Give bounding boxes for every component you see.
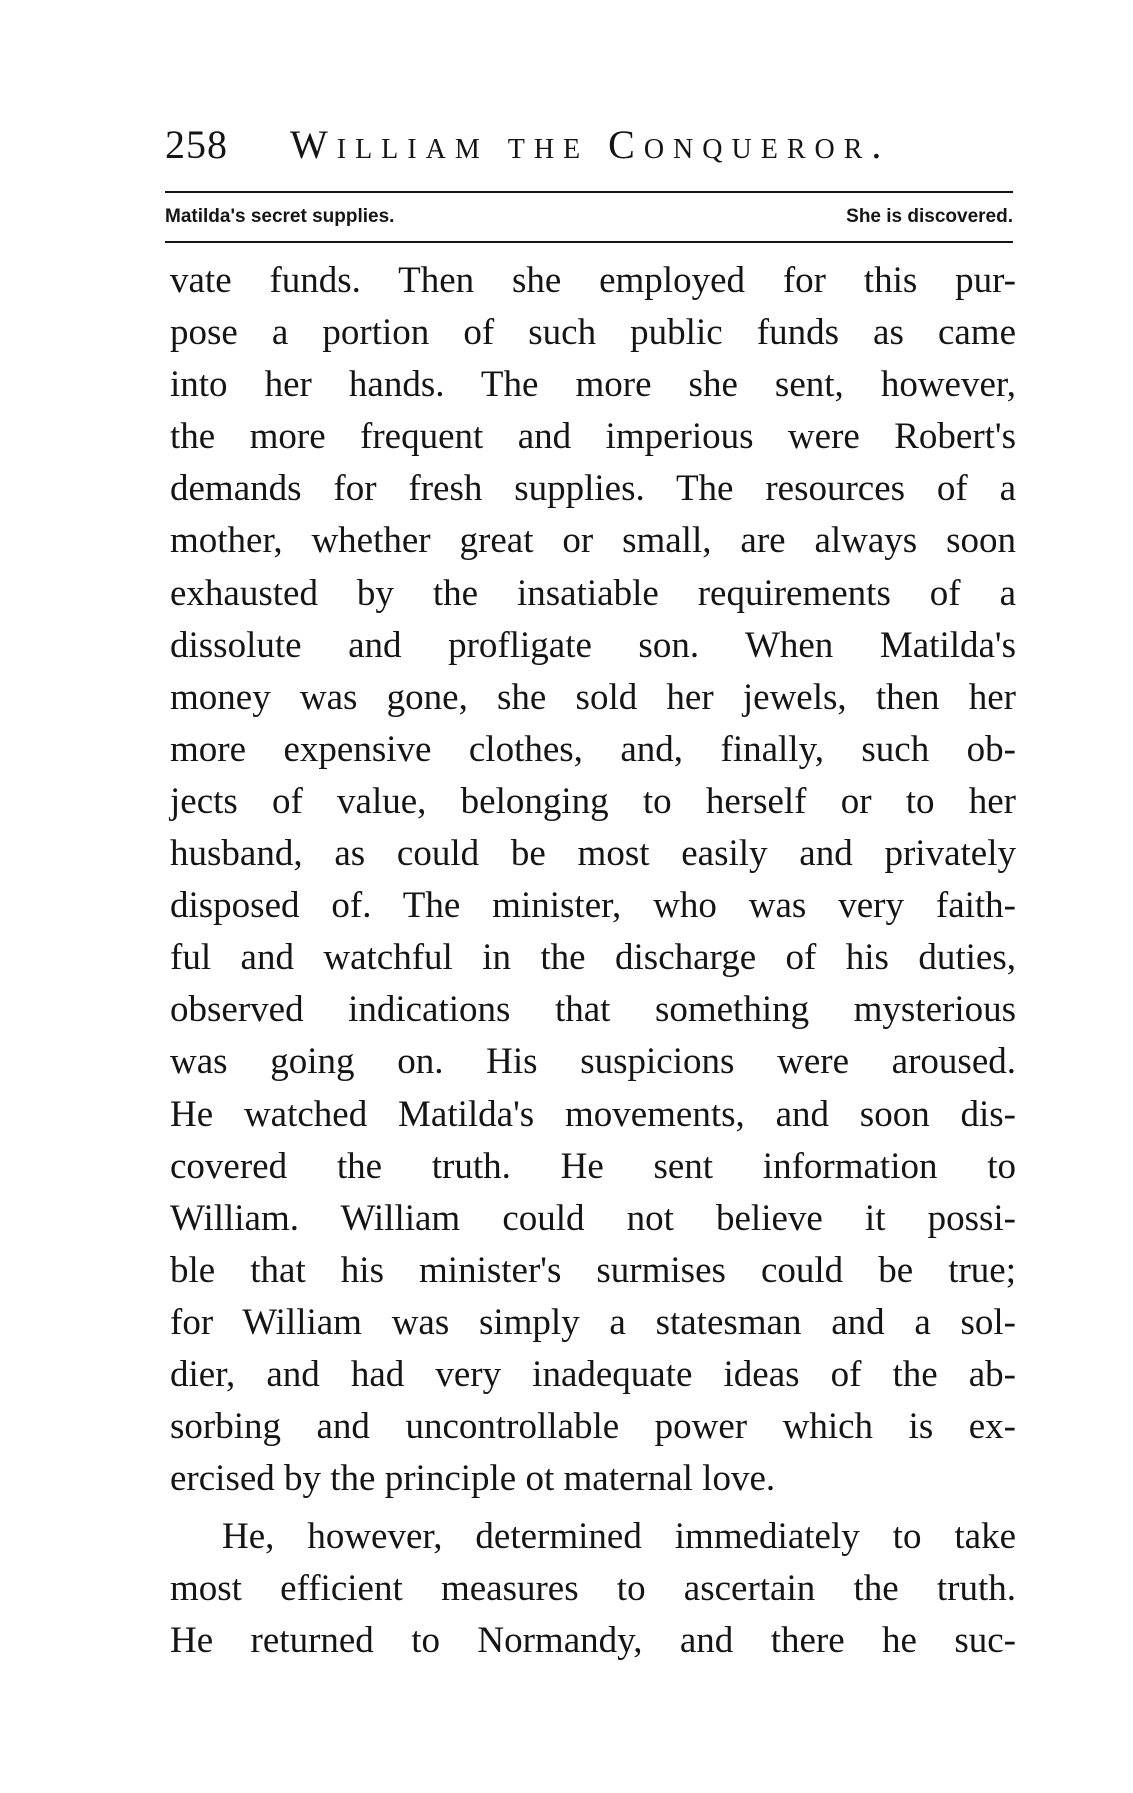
text-line: the more frequent and imperious were Robert's — [170, 416, 1016, 458]
text-line: ble that his minister's surmises could be true; — [170, 1249, 1016, 1291]
text-line: ercised by the principle ot maternal love. — [170, 1458, 776, 1500]
text-line: pose a portion of such public funds as came — [170, 312, 1016, 354]
text-line: for William was simply a statesman and a sol- — [170, 1301, 1016, 1343]
paragraph-2 — [170, 1511, 1016, 1667]
text-line: covered the truth. He sent information to — [170, 1145, 1016, 1187]
body-text — [170, 255, 1016, 1668]
text-line: demands for fresh supplies. The resources of a — [170, 468, 1016, 510]
text-line: husband, as could be most easily and privately — [170, 833, 1016, 875]
paragraph-1 — [170, 255, 1016, 1505]
text-line: He watched Matilda's movements, and soon dis- — [170, 1093, 1016, 1135]
text-line: most efficient measures to ascertain the truth. — [170, 1568, 1016, 1610]
text-line: into her hands. The more she sent, however, — [170, 364, 1016, 406]
text-line: disposed of. The minister, who was very faith- — [170, 885, 1016, 927]
text-line: vate funds. Then she employed for this pur- — [170, 260, 1016, 301]
page-header — [165, 120, 1015, 180]
text-line: exhausted by the insatiable requirements of a — [170, 572, 1016, 614]
header-rule-top — [165, 191, 1013, 193]
sidenote-bar — [165, 198, 1013, 236]
text-line: jects of value, belonging to herself or to her — [170, 780, 1016, 822]
text-line: money was gone, she sold her jewels, then her — [170, 676, 1016, 718]
sidenote-left: Matilda's secret supplies. — [165, 206, 395, 227]
sidenote-right: She is discovered. — [846, 206, 1013, 227]
text-line: sorbing and uncontrollable power which is ex- — [170, 1406, 1016, 1448]
text-line: observed indications that something mysterious — [170, 989, 1016, 1031]
text-line: ful and watchful in the discharge of his duties, — [170, 937, 1016, 979]
text-line: was going on. His suspicions were aroused. — [170, 1041, 1016, 1083]
text-line: more expensive clothes, and, finally, such ob- — [170, 728, 1016, 770]
text-line: William. William could not believe it possi- — [170, 1197, 1016, 1239]
page-number: 258 — [165, 122, 228, 167]
text-line: He returned to Normandy, and there he suc- — [170, 1620, 1016, 1662]
text-line: dier, and had very inadequate ideas of the ab- — [170, 1353, 1016, 1395]
header-rule-bottom — [165, 241, 1013, 243]
text-line: mother, whether great or small, are always soon — [170, 520, 1016, 562]
running-title: William the Conqueror. — [290, 122, 891, 167]
text-line: He, however, determined immediately to take — [222, 1516, 1016, 1558]
text-line: dissolute and profligate son. When Matilda's — [170, 624, 1016, 666]
